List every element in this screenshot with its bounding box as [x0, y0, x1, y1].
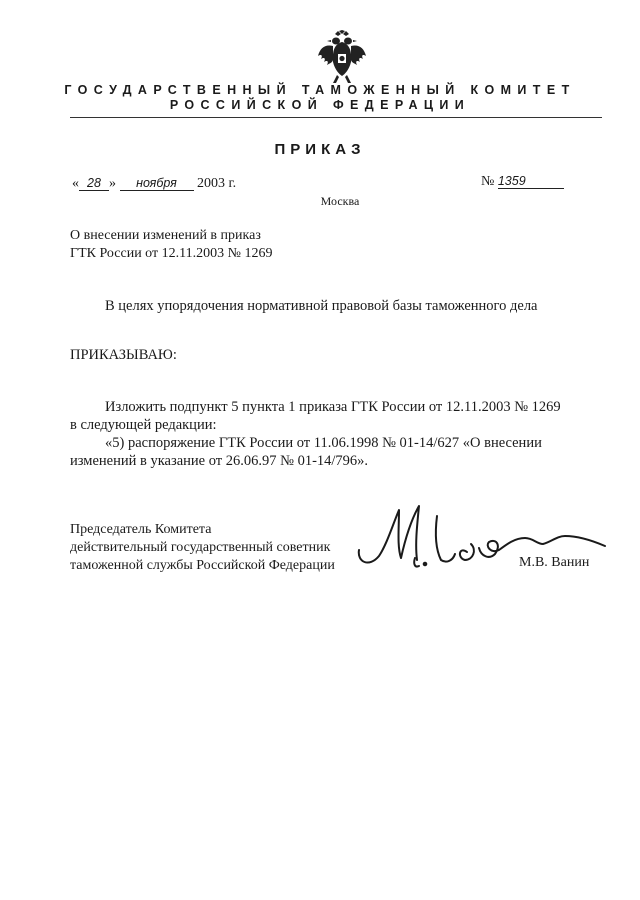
date-open-quote: «: [72, 176, 79, 191]
document-title: ПРИКАЗ: [274, 141, 366, 158]
header-divider: [70, 117, 602, 118]
date-close-quote: »: [109, 176, 116, 191]
body-line4: изменений в указание от 26.06.97 № 01-14/796».: [70, 453, 369, 469]
date-month: ноября: [120, 176, 194, 191]
order-word: ПРИКАЗЫВАЮ:: [70, 347, 177, 363]
signatory-title-line1: Председатель Комитета: [70, 522, 212, 537]
organization-name-line2: РОССИЙСКОЙ ФЕДЕРАЦИИ: [169, 98, 471, 112]
date-day: 28: [79, 176, 109, 191]
date-year: 2003 г.: [197, 176, 237, 191]
subject-line2: ГТК России от 12.11.2003 № 1269: [70, 246, 273, 261]
signatory-title-line3: таможенной службы Российской Федерации: [70, 558, 335, 573]
body-line1: Изложить подпункт 5 пункта 1 приказа ГТК России от 12.11.2003 № 1269: [105, 399, 561, 415]
number-prefix: №: [481, 174, 495, 189]
signatory-title-line2: действительный государственный советник: [70, 540, 331, 555]
signatory-title: [70, 521, 335, 575]
signer-name: М.В. Ванин: [519, 555, 590, 570]
subject-line1: О внесении изменений в приказ: [70, 228, 261, 243]
document-city: Москва: [320, 194, 360, 208]
document-number: [481, 174, 564, 190]
intro-paragraph: В целях упорядочения нормативной правовой базы таможенного дела: [105, 298, 538, 314]
body-line3: «5) распоряжение ГТК России от 11.06.1998 № 01-14/627 «О внесении: [105, 435, 542, 451]
number-value: 1359: [498, 174, 564, 189]
document-date: [72, 176, 236, 192]
body-line2: в следующей редакции:: [70, 417, 217, 433]
document-subject: [70, 227, 272, 263]
organization-name-line1: ГОСУДАРСТВЕННЫЙ ТАМОЖЕННЫЙ КОМИТЕТ: [64, 83, 576, 97]
coat-of-arms-icon: [317, 30, 367, 84]
